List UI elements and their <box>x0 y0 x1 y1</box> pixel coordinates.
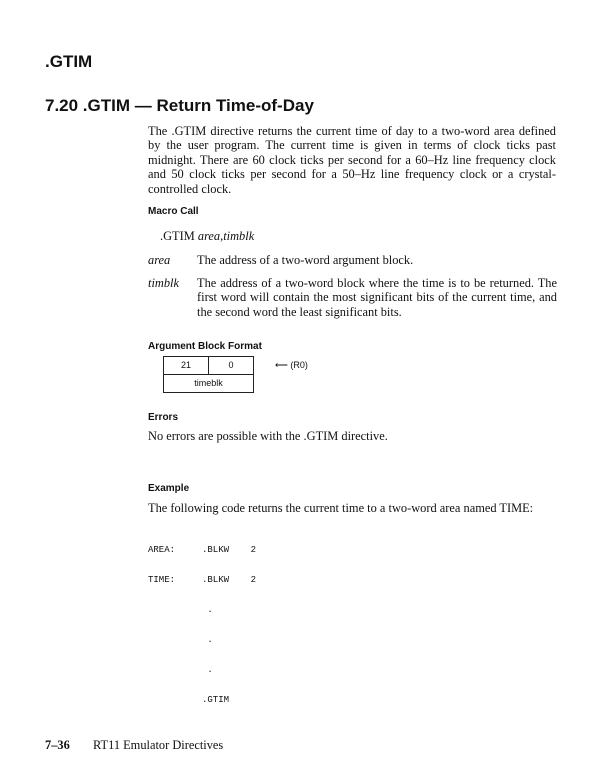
code-line: AREA: .BLKW 2 <box>148 545 257 555</box>
param-desc: The address of a two-word argument block. <box>197 253 414 267</box>
argument-block-diagram <box>163 356 254 393</box>
cell-code: 21 <box>164 357 209 374</box>
section-title: 7.20 .GTIM — Return Time-of-Day <box>45 96 314 115</box>
errors-text: No errors are possible with the .GTIM directive. <box>148 429 388 443</box>
param-term: area <box>148 253 171 267</box>
code-line: .GTIM <box>148 695 230 705</box>
example-text: The following code returns the current time to a two-word area named TIME: <box>148 501 534 515</box>
code-listing <box>148 525 256 725</box>
param-desc: The address of a two-word block where the time is to be returned. The first word will contain the most significant bits of the current time, and the second word the least significant bits. <box>197 276 557 319</box>
macro-call-syntax <box>160 229 254 243</box>
code-line: . <box>148 605 213 615</box>
args: area,timblk <box>197 229 255 243</box>
code-line: TIME: .BLKW 2 <box>148 575 257 585</box>
cell-zero: 0 <box>228 360 234 370</box>
page-number: 7–36 <box>45 738 70 752</box>
code-line: . <box>148 665 213 675</box>
r0-pointer <box>275 360 308 371</box>
footer-title: RT11 Emulator Directives <box>93 738 224 752</box>
cell-timeblk: timeblk <box>194 378 223 388</box>
errors-heading: Errors <box>148 412 179 423</box>
directive: .GTIM <box>160 229 195 243</box>
left-arrow-icon: ⟵ <box>275 360 288 370</box>
example-heading: Example <box>148 483 190 494</box>
intro-paragraph: The .GTIM directive returns the current time of day to a two-word area defined by the user program. The current time is given in terms of clock ticks past midnight. There are 60 clock ticks per second for a 60–Hz line frequency clock and 50 clock ticks per second for a 50–Hz line frequency clock or a crystal-controlled clock. <box>148 124 556 196</box>
code-line: . <box>148 635 213 645</box>
macro-call-heading: Macro Call <box>148 206 199 217</box>
pointer-label: (R0) <box>290 360 308 370</box>
arg-block-heading: Argument Block Format <box>148 341 262 352</box>
running-head: .GTIM <box>45 52 93 71</box>
param-term: timblk <box>148 276 179 290</box>
